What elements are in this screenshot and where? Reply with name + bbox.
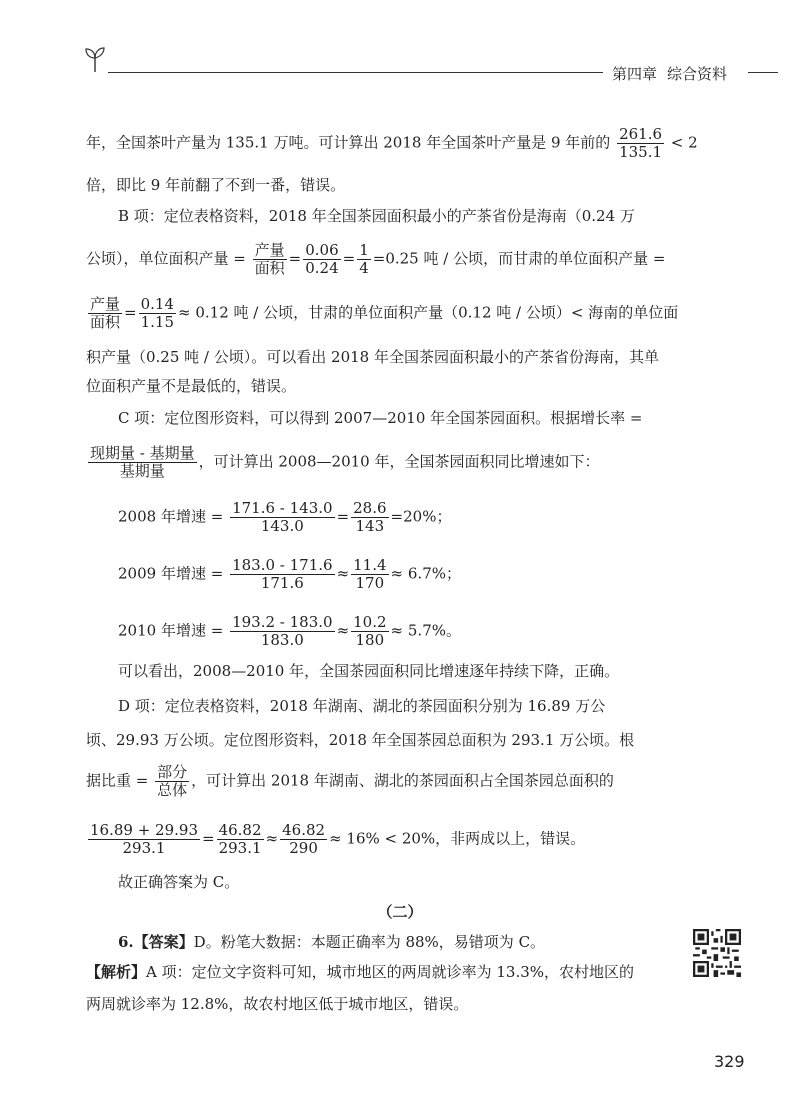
numerator: 现期量 - 基期量 <box>90 444 195 462</box>
numerator: 部分 <box>157 763 188 781</box>
p1-line1 <box>86 126 698 161</box>
text: = <box>336 507 350 526</box>
numerator: 11.4 <box>353 556 387 574</box>
fraction <box>217 822 264 857</box>
page-number: 329 <box>714 1052 745 1071</box>
denominator: 面积 <box>90 313 121 331</box>
text: ≈ <box>336 621 350 640</box>
fraction <box>303 242 340 277</box>
fraction <box>88 296 122 331</box>
text: = <box>288 249 302 268</box>
fraction <box>88 822 200 857</box>
pC-row-2009 <box>118 557 461 592</box>
text: ≈ 16% < 20%，非两成以上，错误。 <box>329 829 586 848</box>
chapter-number: 第四章 <box>612 65 658 83</box>
numerator: 46.82 <box>282 821 326 839</box>
text: = <box>202 829 215 848</box>
denominator: 180 <box>355 631 385 649</box>
answer-text: D。粉笔大数据：本题正确率为 88%，易错项为 C。 <box>193 933 546 951</box>
fraction <box>88 445 197 480</box>
text: 公顷），单位面积产量 = <box>86 249 246 268</box>
numerator: 261.6 <box>619 125 663 143</box>
denominator: 4 <box>359 259 369 277</box>
denominator: 总体 <box>157 781 188 799</box>
answer-label: 6.【答案】 <box>118 933 194 951</box>
pD-line1: D 项：定位表格资料，2018 年湖南、湖北的茶园面积分别为 16.89 万公 <box>118 697 606 715</box>
p1-line2: 倍，即比 9 年前翻了不到一番，错误。 <box>86 176 346 194</box>
analysis-label: 【解析】 <box>86 963 147 981</box>
denominator: 183.0 <box>260 631 304 649</box>
fraction <box>351 500 388 535</box>
text: 年，全国茶叶产量为 135.1 万吨。可计算出 2018 年全国茶叶产量是 9 年前的 <box>86 133 611 152</box>
q6-answer <box>118 932 545 952</box>
qr-code-icon <box>693 929 741 977</box>
text: ≈ 5.7%。 <box>390 621 461 640</box>
pC-row-2008 <box>118 500 451 535</box>
fraction <box>351 614 388 649</box>
pD-line3 <box>86 764 614 799</box>
numerator: 183.0 - 171.6 <box>232 556 333 574</box>
denominator: 143.0 <box>260 517 304 535</box>
header-rule <box>108 72 603 73</box>
header-rule-right <box>748 72 778 73</box>
pB-line2 <box>86 242 665 277</box>
numerator: 193.2 - 183.0 <box>232 613 333 631</box>
text: =0.25 吨 / 公顷，而甘肃的单位面积产量 = <box>372 249 666 268</box>
numerator: 16.89 + 29.93 <box>90 821 198 839</box>
numerator: 46.82 <box>218 821 262 839</box>
fraction <box>155 764 189 799</box>
denominator: 171.6 <box>260 574 304 592</box>
sprout-icon <box>84 46 106 74</box>
text: 据比重 = <box>86 771 149 790</box>
text: 2008 年增速 = <box>118 507 224 526</box>
denominator: 290 <box>289 839 318 857</box>
denominator: 1.15 <box>140 313 174 331</box>
fraction <box>230 500 335 535</box>
text: = <box>342 249 356 268</box>
denominator: 0.24 <box>305 259 339 277</box>
pB-line3 <box>86 296 678 331</box>
pB-line5: 位面积产量不是最低的，错误。 <box>86 377 297 395</box>
analysis-text: A 项：定位文字资料可知，城市地区的两周就诊率为 13.3%，农村地区的 <box>146 963 635 981</box>
pB-line1: B 项：定位表格资料，2018 年全国茶园面积最小的产茶省份是海南（0.24 万 <box>118 207 635 225</box>
chapter-title <box>612 63 727 84</box>
text: ≈ 0.12 吨 / 公顷，甘肃的单位面积产量（0.12 吨 / 公顷）< 海南的单位面 <box>178 303 679 322</box>
numerator: 0.14 <box>140 295 174 313</box>
numerator: 171.6 - 143.0 <box>232 499 333 517</box>
analysis-line2: 两周就诊率为 12.8%，故农村地区低于城市地区，错误。 <box>86 995 469 1013</box>
analysis-line1 <box>86 962 634 982</box>
section-heading: （二） <box>377 903 423 921</box>
fraction <box>253 242 287 277</box>
numerator: 1 <box>359 241 369 259</box>
text: =20%； <box>390 507 452 526</box>
denominator: 143 <box>355 517 385 535</box>
denominator: 面积 <box>254 259 285 277</box>
fraction <box>280 822 327 857</box>
pC-conclusion: 可以看出，2008—2010 年，全国茶园面积同比增速逐年持续下降，正确。 <box>118 662 620 680</box>
numerator: 28.6 <box>353 499 387 517</box>
fraction <box>357 242 371 277</box>
denominator: 135.1 <box>619 143 663 161</box>
pC-line2 <box>86 445 600 480</box>
text: ，可计算出 2008—2010 年，全国茶园面积同比增速如下： <box>198 452 600 471</box>
fraction <box>351 557 388 592</box>
numerator: 10.2 <box>353 613 387 631</box>
page-header <box>0 0 800 100</box>
text: < 2 <box>670 133 698 152</box>
pC-line1: C 项：定位图形资料，可以得到 2007—2010 年全国茶园面积。根据增长率 = <box>118 409 643 427</box>
pD-line4 <box>86 822 585 857</box>
text: ≈ <box>265 829 279 848</box>
text: ，可计算出 2018 年湖南、湖北的茶园面积占全国茶园总面积的 <box>191 771 614 790</box>
denominator: 170 <box>355 574 385 592</box>
fraction <box>230 614 335 649</box>
pB-line4: 积产量（0.25 吨 / 公顷）。可以看出 2018 年全国茶园面积最小的产茶省份海南，其单 <box>86 348 659 366</box>
numerator: 0.06 <box>305 241 339 259</box>
fraction <box>230 557 335 592</box>
denominator: 基期量 <box>119 462 165 480</box>
numerator: 产量 <box>254 241 285 259</box>
section-title: 综合资料 <box>667 65 728 83</box>
text: 2010 年增速 = <box>118 621 224 640</box>
final-answer: 故正确答案为 C。 <box>118 873 240 891</box>
denominator: 293.1 <box>218 839 262 857</box>
denominator: 293.1 <box>122 839 166 857</box>
text: 2009 年增速 = <box>118 564 224 583</box>
fraction <box>139 296 176 331</box>
pD-line2: 顷、29.93 万公顷。定位图形资料，2018 年全国茶园总面积为 293.1 万公顷。根 <box>86 731 635 749</box>
text: ≈ <box>336 564 350 583</box>
fraction <box>617 126 664 161</box>
text: = <box>124 303 137 322</box>
numerator: 产量 <box>90 295 121 313</box>
pC-row-2010 <box>118 614 461 649</box>
text: ≈ 6.7%； <box>390 564 461 583</box>
